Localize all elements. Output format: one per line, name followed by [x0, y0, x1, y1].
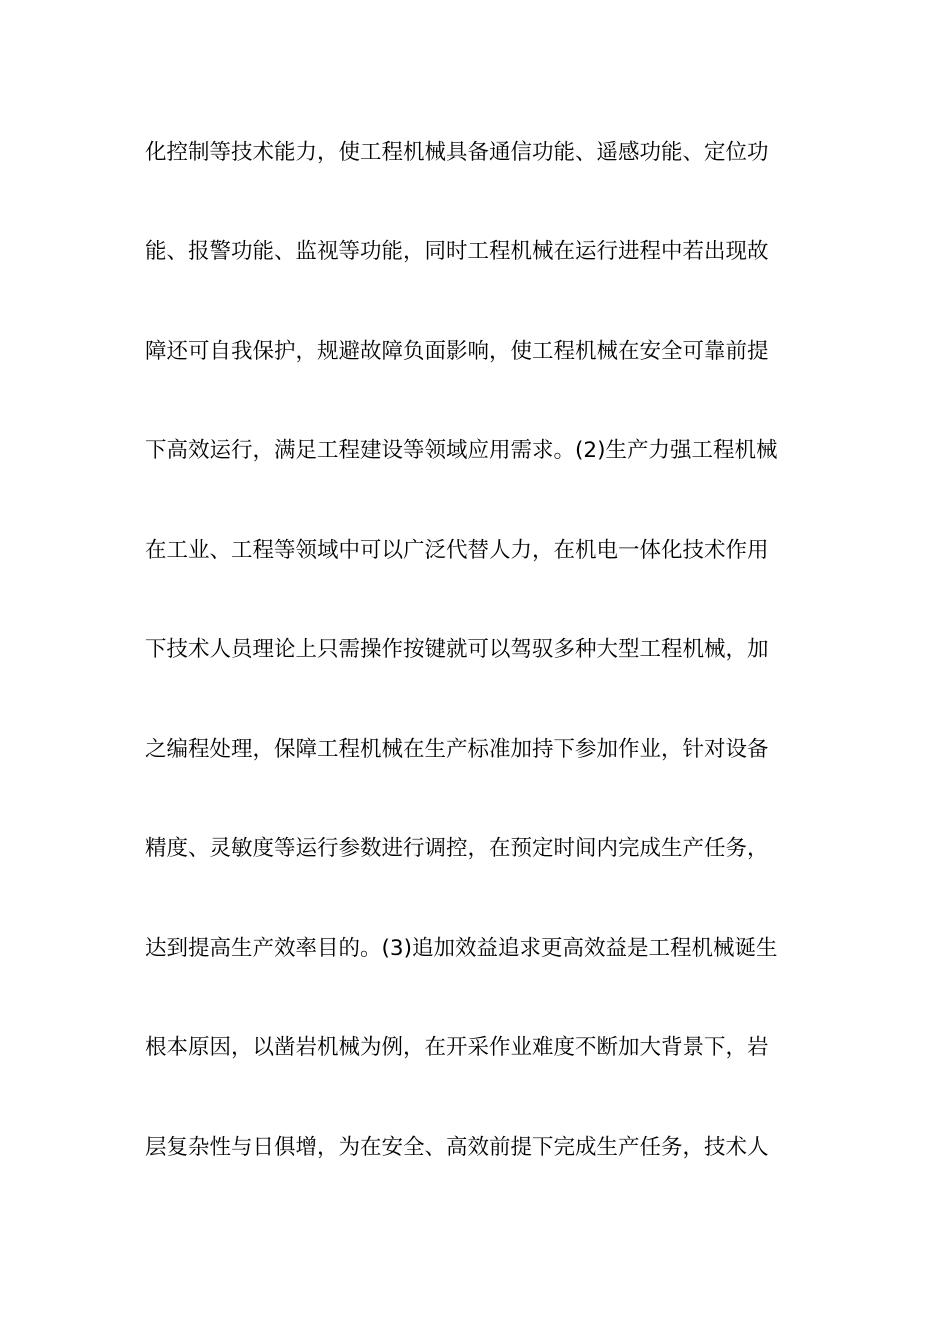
text-line: 达到提高生产效率目的。(3)追加效益追求更高效益是工程机械诞生: [145, 936, 778, 961]
text-line: 层复杂性与日俱增，为在安全、高效前提下完成生产任务，技术人: [145, 1135, 769, 1160]
text-line: 下高效运行，满足工程建设等领域应用需求。(2)生产力强工程机械: [145, 438, 778, 463]
text-line: 能、报警功能、监视等功能，同时工程机械在运行进程中若出现故: [145, 239, 769, 264]
text-line: 在工业、工程等领域中可以广泛代替人力，在机电一体化技术作用: [145, 538, 769, 563]
text-line: 根本原因，以凿岩机械为例，在开采作业难度不断加大背景下，岩: [145, 1035, 769, 1060]
text-line: 障还可自我保护，规避故障负面影响，使工程机械在安全可靠前提: [145, 339, 769, 364]
text-line: 精度、灵敏度等运行参数进行调控，在预定时间内完成生产任务，: [145, 836, 769, 861]
text-line: 化控制等技术能力，使工程机械具备通信功能、遥感功能、定位功: [145, 140, 769, 165]
text-line: 之编程处理，保障工程机械在生产标准加持下参加作业，针对设备: [145, 737, 769, 762]
text-line: 下技术人员理论上只需操作按键就可以驾驭多种大型工程机械，加: [145, 637, 769, 662]
